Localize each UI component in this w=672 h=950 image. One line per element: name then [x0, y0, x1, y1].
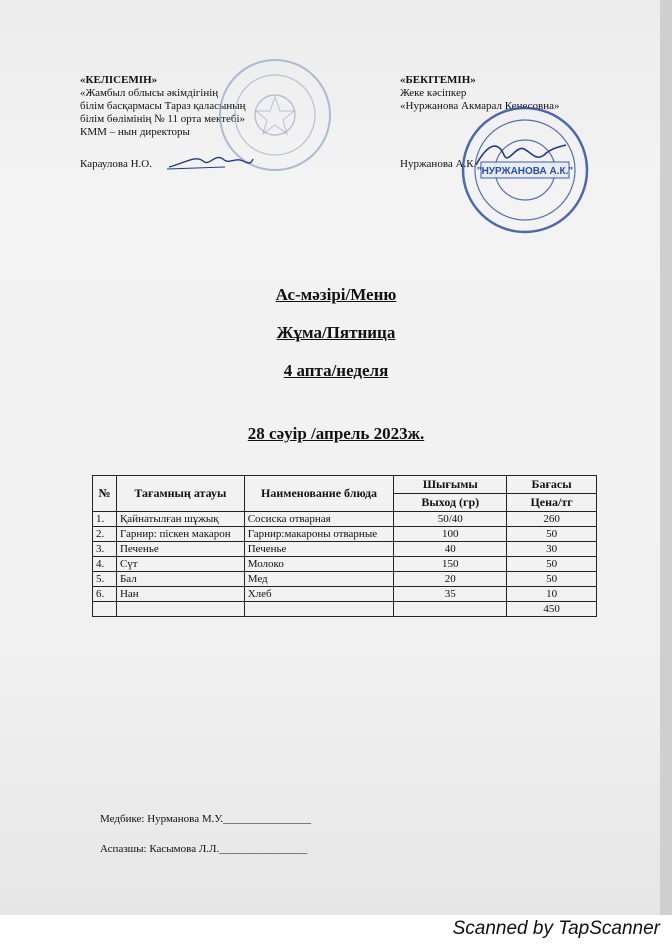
date-title: 28 сәуір /апрель 2023ж.: [247, 424, 425, 443]
row-num: 2.: [93, 527, 117, 542]
row-name-kz: Қайнатылған шұжық: [116, 512, 244, 527]
table-total-row: [93, 602, 597, 617]
approval-right-signatory: Нуржанова А.К.: [400, 158, 477, 170]
row-num: 5.: [93, 572, 117, 587]
table-row: [93, 527, 597, 542]
header-num: №: [93, 476, 117, 512]
week-title: 4 апта/неделя: [283, 361, 389, 380]
approval-right-title: «БЕКІТЕМІН»: [400, 74, 476, 86]
row-num: 1.: [93, 512, 117, 527]
total-empty: [93, 602, 117, 617]
day-title: Жұма/Пятница: [276, 323, 396, 342]
row-price: 50: [507, 572, 597, 587]
scanner-watermark: Scanned by TapScanner: [452, 918, 660, 939]
header-price-ru: Цена/тг: [507, 494, 597, 512]
total-price: 450: [507, 602, 597, 617]
approval-left-signatory: Караулова Н.О.: [80, 158, 152, 170]
row-price: 260: [507, 512, 597, 527]
row-name-kz: Гарнир: піскен макарон: [116, 527, 244, 542]
total-empty: [394, 602, 507, 617]
header-yield-kz: Шығымы: [394, 476, 507, 494]
approval-left-line: білім бөлімінің № 11 орта мектебі»: [80, 113, 246, 125]
cook-signature-line: Аспазшы: Касымова Л.Л.________________: [100, 843, 308, 855]
row-yield: 100: [394, 527, 507, 542]
header-name-kz: Тағамның атауы: [116, 476, 244, 512]
row-price: 50: [507, 527, 597, 542]
table-row: [93, 557, 597, 572]
row-name-kz: Бал: [116, 572, 244, 587]
header-name-ru: Наименование блюда: [244, 476, 394, 512]
approval-left-line: КММ – нын директоры: [80, 126, 190, 138]
row-name-ru: Печенье: [244, 542, 394, 557]
approval-left-line: «Жамбыл облысы әкімдігінің: [80, 87, 219, 99]
row-yield: 150: [394, 557, 507, 572]
menu-title: Ас-мәзірі/Меню: [275, 285, 397, 304]
row-yield: 50/40: [394, 512, 507, 527]
nurse-label: Медбике: Нурманова М.У.: [100, 813, 224, 825]
header-price-kz: Бағасы: [507, 476, 597, 494]
row-price: 50: [507, 557, 597, 572]
row-yield: 20: [394, 572, 507, 587]
table-row: [93, 512, 597, 527]
row-name-kz: Печенье: [116, 542, 244, 557]
row-name-ru: Гарнир:макароны отварные: [244, 527, 394, 542]
row-yield: 35: [394, 587, 507, 602]
table-header-row: [93, 476, 597, 494]
table-row: [93, 542, 597, 557]
table-row: [93, 587, 597, 602]
row-name-kz: Сүт: [116, 557, 244, 572]
stamp-text: "НУРЖАНОВА А.К.": [476, 166, 574, 177]
row-name-ru: Хлеб: [244, 587, 394, 602]
signature-right-icon: [470, 135, 570, 175]
header-yield-ru: Выход (гр): [394, 494, 507, 512]
row-name-kz: Нан: [116, 587, 244, 602]
nurse-signature-line: Медбике: Нурманова М.У.________________: [100, 813, 312, 825]
signature-left-icon: [165, 145, 255, 175]
row-price: 10: [507, 587, 597, 602]
approval-left-title: «КЕЛІСЕМІН»: [80, 74, 158, 86]
row-name-ru: Молоко: [244, 557, 394, 572]
approval-left-line: білім басқармасы Тараз қаласының: [80, 100, 246, 112]
row-price: 30: [507, 542, 597, 557]
approval-right-line: Жеке кәсіпкер: [400, 87, 467, 99]
row-yield: 40: [394, 542, 507, 557]
menu-table: [92, 475, 597, 617]
table-row: [93, 572, 597, 587]
total-empty: [116, 602, 244, 617]
row-num: 4.: [93, 557, 117, 572]
approval-right-line: «Нуржанова Акмарал Кенесовна»: [400, 100, 560, 112]
cook-label: Аспазшы: Касымова Л.Л.: [100, 843, 220, 855]
row-name-ru: Сосиска отварная: [244, 512, 394, 527]
total-empty: [244, 602, 394, 617]
row-num: 3.: [93, 542, 117, 557]
row-name-ru: Мед: [244, 572, 394, 587]
row-num: 6.: [93, 587, 117, 602]
